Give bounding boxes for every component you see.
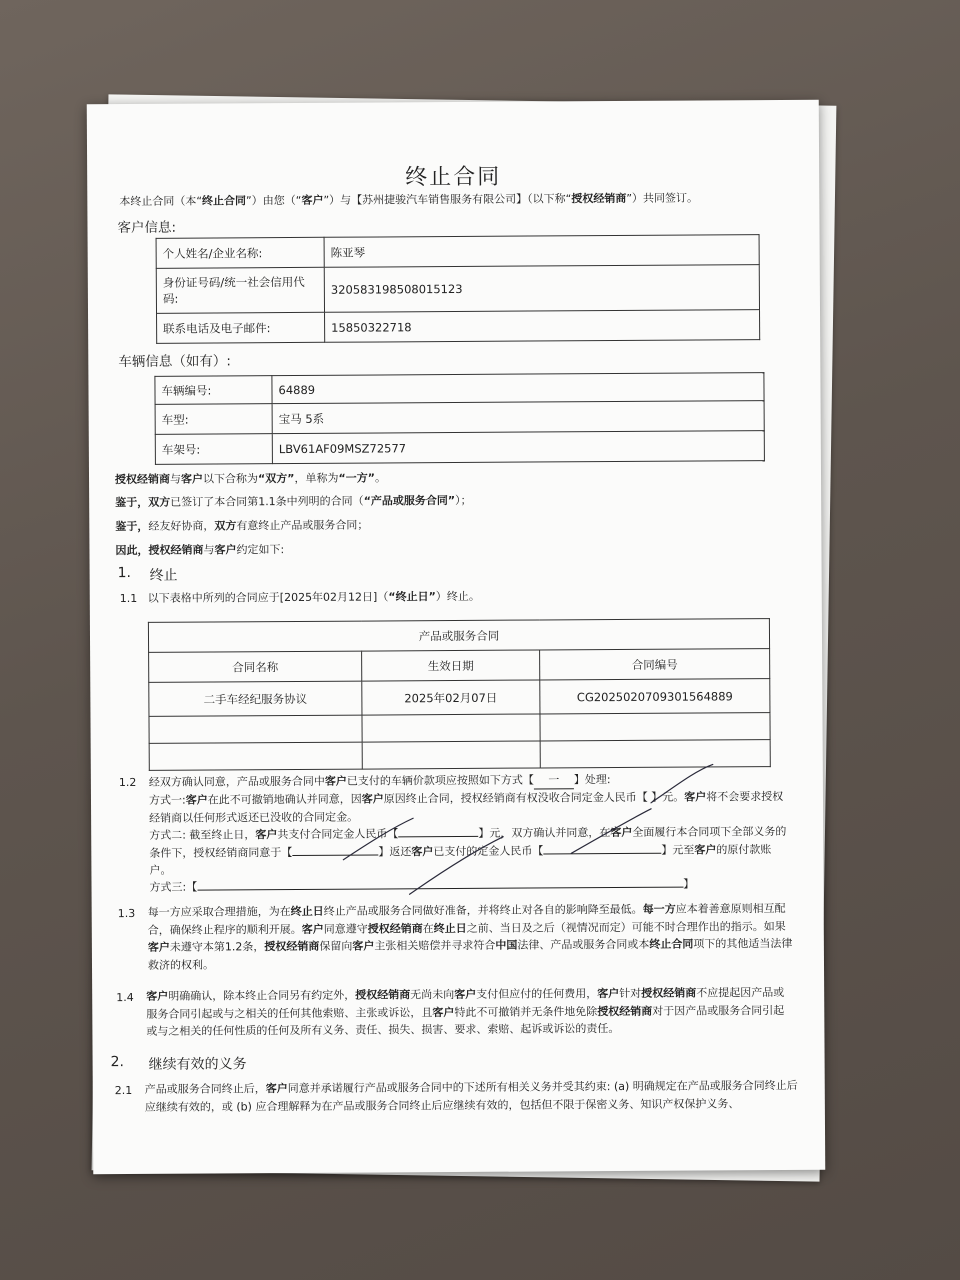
method-choice: 一 [534,772,574,789]
vehicle-number: 64889 [272,373,764,404]
table-cell [362,714,540,742]
table-row [149,713,770,744]
recital-therefore: 因此，授权经销商与客户约定如下: [115,543,285,558]
column-header: 合同名称 [149,651,362,682]
column-header: 合同编号 [540,649,770,680]
clause-number: 1.4 [116,990,134,1005]
recital-whereas-1: 鉴于，双方已签订了本合同第1.1条中列明的合同（“产品或服务合同”）； [115,493,472,510]
clause-number: 1.1 [119,591,138,606]
recital-whereas-2: 鉴于，经友好协商，双方有意终止产品或服务合同； [115,518,369,534]
table-cell [540,713,770,741]
clause-number: 2.1 [114,1083,133,1098]
row-label: 身份证号码/统一社会信用代码: [156,267,324,313]
column-header: 生效日期 [362,650,540,681]
table-caption-row [148,619,769,653]
row-label: 联系电话及电子邮件: [157,312,325,343]
deposit-paid-blank [398,836,478,837]
section-1-title: 终止 [149,567,178,584]
table-row [155,373,764,405]
table-cell [362,741,540,769]
section-1-number: 1. [117,564,132,582]
table-row [156,235,759,269]
terminated-contracts-table [148,618,771,771]
clause-number: 1.2 [118,775,137,790]
row-label: 车架号: [155,434,272,465]
clause-1-2-method-1: 方式一:客户在此不可撤销地确认并同意，因客户原因终止合同，授权经销商有权没收合同定金人民币【 】元。客户将不会要求授权经销商以任何形式返还已没收的合同定金。 [148,790,784,825]
clause-1-4: 客户明确确认，除本终止合同另有约定外，授权经销商无尚未向客户支付但应付的任何费用，客户针对授权经销商不应提起因产品或服务合同引起或与之相关的任何其他索赔、主张或诉讼，且客户特此不可撤销并无条件地免除授权经销商对于因产品或服务合同引起或与之相关的任何性质的任何及所有义务、责任、损失、损害、要求、索赔、起诉或诉讼的责任。 [146,986,785,1038]
intro-line: 本终止合同（本“终止合同”）由您（“客户”）与【苏州捷骏汽车销售服务有限公司】（以下称“授权经销商”）共同签订。 [119,191,699,209]
recital-parties: 授权经销商与客户以下合称为“双方”，单称为“一方”。 [114,471,387,487]
section-2-title: 继续有效的义务 [148,1056,247,1073]
section-2-number: 2. [110,1054,124,1071]
table-cell [149,742,362,770]
clause-2-1: 产品或服务合同终止后，客户同意并承诺履行产品或服务合同中的下述所有相关义务并受其约束: (a) 明确规定在产品或服务合同终止后应继续有效的，或 (b) 应合理解释为在产品或服务合同终止后应继续有效的，包括但不限于保密义务、知识产权保护义务、 [144,1078,798,1114]
document-title: 终止合同 [405,164,502,191]
customer-info-table [156,234,761,344]
clause-1-2-method-2: 方式二: 截至终止日，客户共支付合同定金人民币【 】元，双方确认并同意，在客户全面履行本合同项下全部义务的条件下，授权经销商同意于【 】返还客户已支付的定金人民币【 】元至客户的原付款账户。 [149,824,787,877]
clause-1-2-method-3: 方式三:【 】 [149,877,695,894]
table-row [157,310,760,344]
contract-page [87,100,826,1174]
vehicle-info-heading: 车辆信息（如有）: [118,353,231,371]
row-label: 车辆编号: [155,376,272,405]
table-cell [149,715,362,743]
customer-id-number: 320583198508015123 [324,265,759,313]
table-row [156,265,759,314]
clause-1-2-intro: 经双方确认同意，产品或服务合同中客户已支付的车辆价款项应按照如下方式【 一 】处理: [148,773,611,789]
customer-phone: 15850322718 [325,310,760,343]
table-row [149,679,770,717]
table-row [149,740,770,771]
contract-number: CG2025020709301564889 [540,679,770,714]
row-label: 车型: [155,404,272,435]
table-row [155,401,764,435]
table-header-row [149,649,770,683]
table-row [155,431,764,465]
effective-date: 2025年02月07日 [362,680,540,715]
vehicle-info-table [154,372,765,465]
vehicle-vin: LBV61AF09MSZ72577 [272,431,764,464]
table-caption: 产品或服务合同 [148,619,769,653]
clause-1-3: 每一方应采取合理措施，为在终止日终止产品或服务合同做好准备，并将终止对各自的影响降至最低。每一方应本着善意原则相互配合，确保终止程序的顺利开展。客户同意遵守授权经销商在终止日之前、当日及之后（视情况而定）可能不时合理作出的指示。如果客户未遵守本第1.2条，授权经销商保留向客户主张相关赔偿并寻求符合中国法律、产品或服务合同或本终止合同项下的其他适当法律救济的权利。 [147,901,793,972]
table-cell [540,740,770,768]
clause-1-1: 以下表格中所列的合同应于[2025年02月12日]（“终止日”）终止。 [147,589,480,605]
method-3-blank [197,887,683,891]
customer-info-heading: 客户信息: [117,219,177,237]
refund-amount-blank [543,852,661,854]
clause-number: 1.3 [117,906,136,921]
customer-name: 陈亚琴 [324,235,759,268]
refund-date-blank [292,854,378,856]
row-label: 个人姓名/企业名称: [156,237,324,268]
vehicle-model: 宝马 5系 [272,401,764,434]
contract-name: 二手车经纪服务协议 [149,681,362,716]
